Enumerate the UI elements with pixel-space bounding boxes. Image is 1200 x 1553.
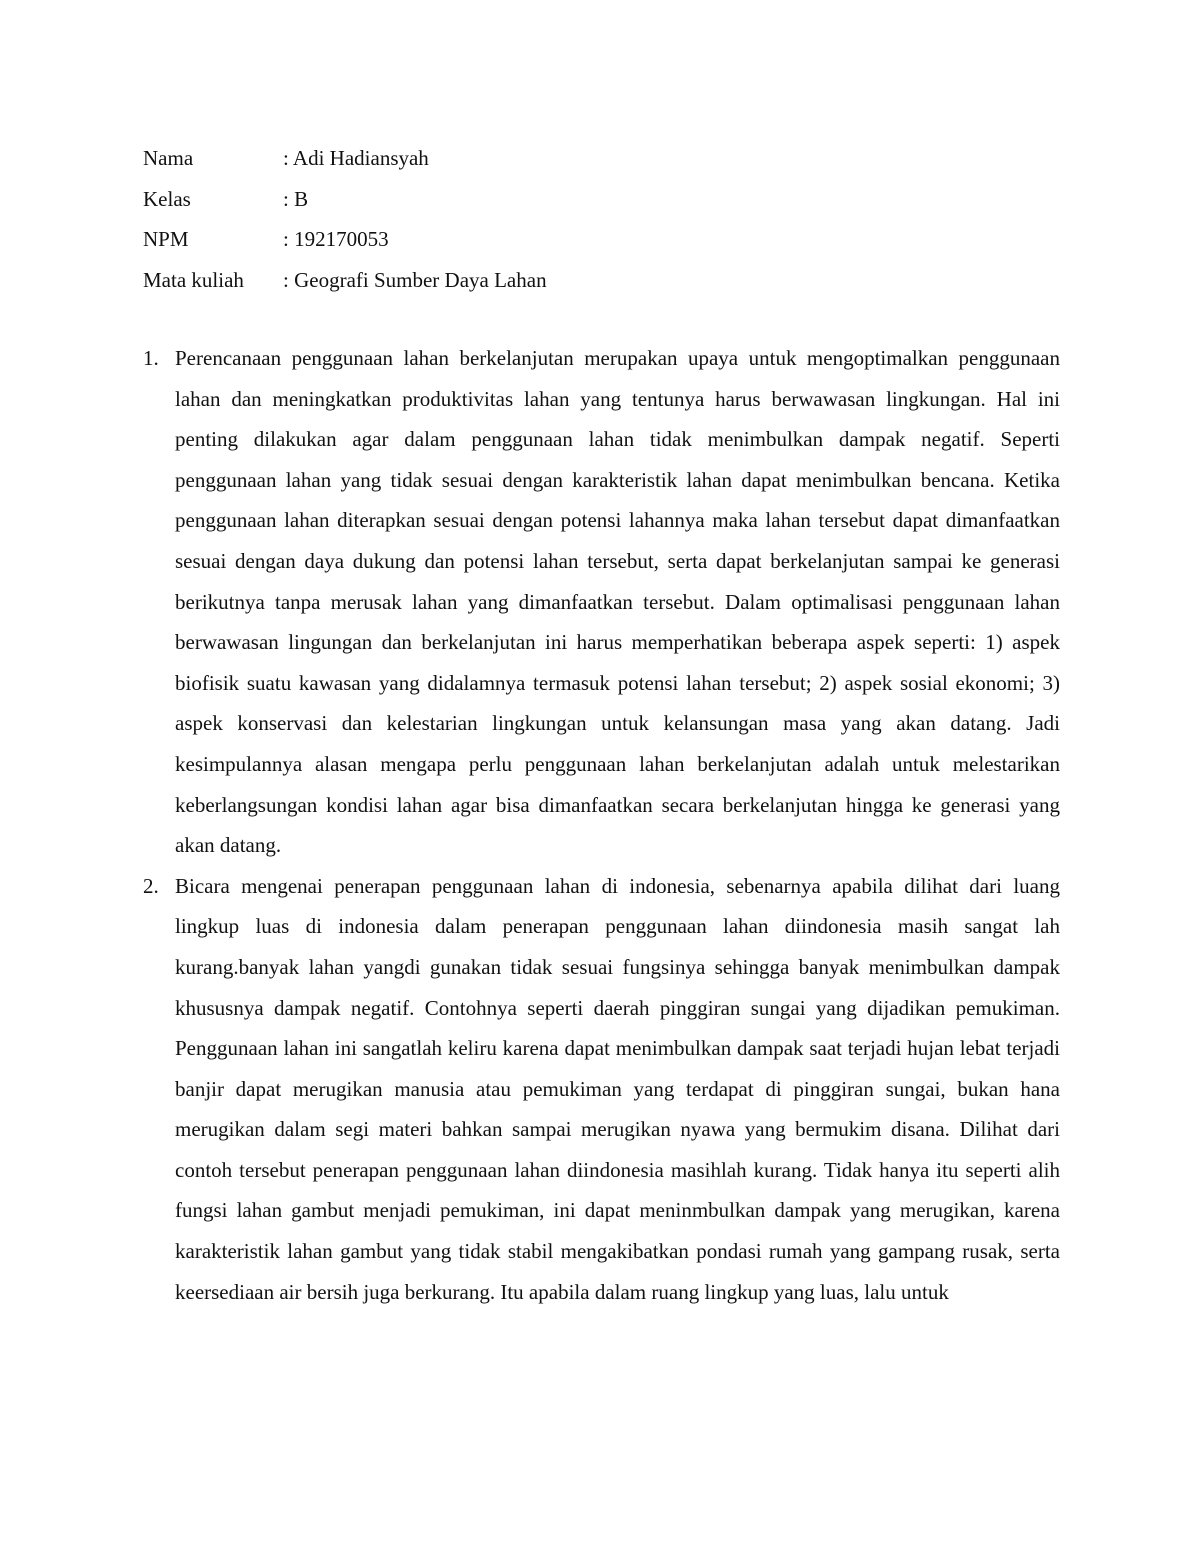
header-row-nama xyxy=(143,138,1063,179)
header-label: NPM xyxy=(143,227,189,251)
item-number: 1. xyxy=(143,346,159,370)
item-number: 2. xyxy=(143,873,159,898)
answer-item-1 xyxy=(143,338,1060,866)
item-text: Perencanaan penggunaan lahan berkelanjutan merupakan upaya untuk mengoptimalkan penggunaan lahan dan meningkatkan produktivitas lahan yang tentunya harus berwawasan lingkungan. Hal ini penting dilakukan agar dalam penggunaan lahan tidak menimbulkan dampak negatif. Seperti penggunaan lahan yang tidak sesuai dengan karakteristik lahan dapat menimbulkan bencana. Ketika penggunaan lahan diterapkan sesuai dengan potensi lahannya maka lahan tersebut dapat dimanfaatkan sesuai dengan daya dukung dan potensi lahan tersebut, serta dapat berkelanjutan sampai ke generasi berikutnya tanpa merusak lahan yang dimanfaatkan tersebut. Dalam optimalisasi penggunaan lahan berwawasan lingungan dan berkelanjutan ini harus memperhatikan beberapa aspek seperti: 1) aspek biofisik suatu kawasan yang didalamnya termasuk potensi lahan tersebut; 2) aspek sosial ekonomi; 3) aspek konservasi dan kelestarian lingkungan untuk kelansungan masa yang akan datang. Jadi kesimpulannya alasan mengapa perlu penggunaan lahan berkelanjutan adalah untuk melestarikan keberlangsungan kondisi lahan agar bisa dimanfaatkan secara berkelanjutan hingga ke generasi yang akan datang. xyxy=(175,346,1060,858)
header-label: Kelas xyxy=(143,186,191,211)
header-value: : Geografi Sumber Daya Lahan xyxy=(283,267,547,292)
header-label: Nama xyxy=(143,146,194,170)
item-text: Bicara mengenai penerapan penggunaan lahan di indonesia, sebenarnya apabila dilihat dari luang lingkup luas di indonesia dalam penerapan penggunaan lahan diindonesia masih sangat lah kurang.banyak lahan yangdi gunakan tidak sesuai fungsinya sehingga banyak menimbulkan dampak khususnya dampak negatif. Contohnya seperti daerah pinggiran sungai yang dijadikan pemukiman. Penggunaan lahan ini sangatlah keliru karena dapat menimbulkan dampak saat terjadi hujan lebat terjadi banjir dapat merugikan manusia atau pemukiman yang terdapat di pinggiran sungai, bukan hana merugikan dalam segi materi bahkan sampai merugikan nyawa yang bermukim disana. Dilihat dari contoh tersebut penerapan penggunaan lahan diindonesia masihlah kurang. Tidak hanya itu seperti alih fungsi lahan gambut menjadi pemukiman, ini dapat meninmbulkan dampak yang merugikan, karena karakteristik lahan gambut yang tidak stabil mengakibatkan pondasi rumah yang gampang rusak, serta keersediaan air bersih juga berkurang. Itu apabila dalam ruang lingkup yang luas, lalu untuk xyxy=(175,873,1060,1304)
header-row-kelas xyxy=(143,179,1063,220)
answer-item-2 xyxy=(143,866,1060,1313)
header-value: : 192170053 xyxy=(283,227,389,251)
header-row-mata-kuliah xyxy=(143,260,1063,301)
header-label: Mata kuliah xyxy=(143,267,244,292)
answer-list xyxy=(143,338,1060,1312)
header-value: : B xyxy=(283,186,309,211)
header-row-npm xyxy=(143,219,1063,260)
student-info-header xyxy=(143,138,1063,300)
header-value: : Adi Hadiansyah xyxy=(283,146,429,170)
